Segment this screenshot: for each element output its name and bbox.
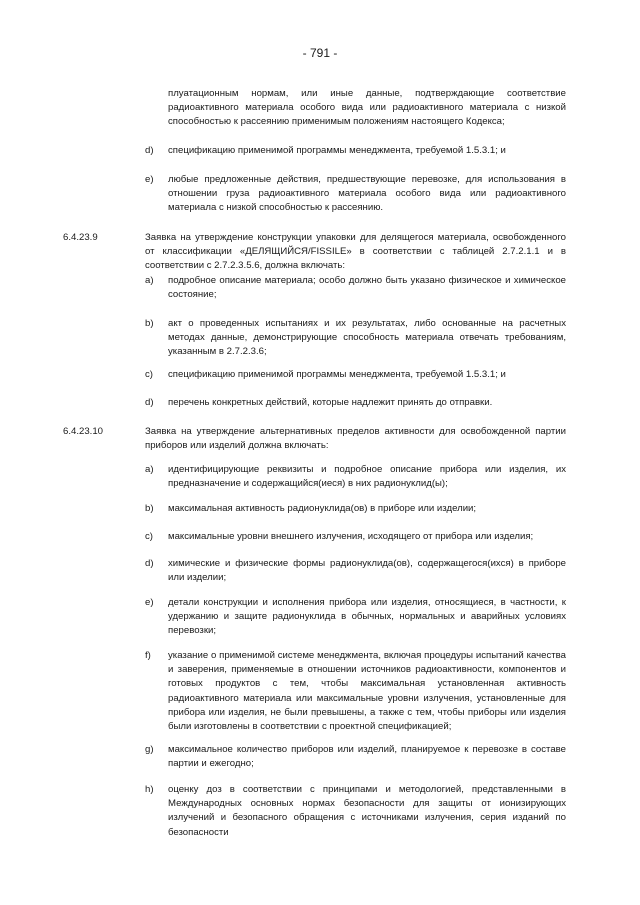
list-item-label: f)	[145, 650, 151, 661]
list-item-text: подробное описание материала; особо должно быть указано физическое и химическое состояние;	[168, 275, 566, 301]
section-number: 6.4.23.10	[63, 426, 104, 437]
list-item-label: h)	[145, 784, 154, 795]
list-item-text: детали конструкции и исполнения прибора или изделия, относящиеся, в частности, к удержанию и защите радионуклида в обычных, нормальных и аварийных условиях перевозки;	[168, 597, 566, 637]
list-item-text: перечень конкретных действий, которые надлежит принять до отправки.	[168, 397, 493, 408]
list-item-text: максимальная активность радионуклида(ов) в приборе или изделии;	[168, 503, 477, 514]
list-item-text: спецификацию применимой программы менеджмента, требуемой 1.5.3.1; и	[168, 369, 506, 380]
list-item-label: d)	[145, 397, 154, 408]
list-item-text: акт о проведенных испытаниях и их результатах, либо основанные на расчетных методах данные, демонстрирующие способность материала отвечать требованиям, указанным в 2.7.2.3.6;	[168, 318, 566, 358]
list-item-text: любые предложенные действия, предшествующие перевозке, для использования в отношении груза радиоактивного материала особого вида или радиоактивного материала с низкой способностью к рассеянию.	[168, 174, 566, 214]
list-item-text: указание о применимой системе менеджмента, включая процедуры испытаний качества и заверения, применяемые в отношении источников радиоактивности, компонентов и готовых продуктов с тем, чтобы максимальная установленная активность радиоактивного материала или максимальные уровни излучения, установленные для прибора или изделия, не были превышены, а также с тем, чтобы приборы или изделия были изготовлены в соответствии с проектной спецификацией;	[168, 650, 566, 733]
section-intro: Заявка на утверждение альтернативных пределов активности для освобожденной партии приборов или изделий должна включать:	[145, 426, 566, 452]
list-item-label: a)	[145, 275, 154, 286]
section-number: 6.4.23.9	[63, 232, 98, 243]
list-item-label: e)	[145, 174, 154, 185]
list-item-text: идентифицирующие реквизиты и подробное описание прибора или изделия, их предназначение и содержащийся(иеся) в них радионуклид(ы);	[168, 464, 566, 490]
list-item-label: c)	[145, 531, 153, 542]
list-item-text: спецификацию применимой программы менеджмента, требуемой 1.5.3.1; и	[168, 145, 506, 156]
section-intro: Заявка на утверждение конструкции упаковки для делящегося материала, освобожденного от классификации «ДЕЛЯЩИЙСЯ/FISSILE» в соответствии с таблицей 2.7.2.1.1 и в соответствии с 2.7.2.3.5.6, должна включать:	[145, 232, 566, 272]
list-item-text: химические и физические формы радионуклида(ов), содержащегося(ихся) в приборе или изделии;	[168, 558, 566, 584]
list-item-label: a)	[145, 464, 154, 475]
list-item-label: d)	[145, 558, 154, 569]
page-number: - 791 -	[302, 46, 338, 60]
list-item-label: c)	[145, 369, 153, 380]
list-item-label: b)	[145, 503, 154, 514]
list-item-label: d)	[145, 145, 154, 156]
list-item-label: b)	[145, 318, 154, 329]
list-item-text: оценку доз в соответствии с принципами и методологией, представленными в Международных основных нормах безопасности для защиты от ионизирующих излучений и безопасного обращения с источниками излучения, серия изданий по безопасности	[168, 784, 566, 838]
list-item-label: g)	[145, 744, 154, 755]
list-item-text: максимальные уровни внешнего излучения, исходящего от прибора или изделия;	[168, 531, 534, 542]
list-item-text: максимальное количество приборов или изделий, планируемое к перевозке в составе партии и ежегодно;	[168, 744, 566, 770]
list-item-label: e)	[145, 597, 154, 608]
continuation-text: плуатационным нормам, или иные данные, подтверждающие соответствие радиоактивного материала особого вида или радиоактивного материала с низкой способностью к рассеянию применимым положениям настоящего Кодекса;	[168, 88, 566, 128]
